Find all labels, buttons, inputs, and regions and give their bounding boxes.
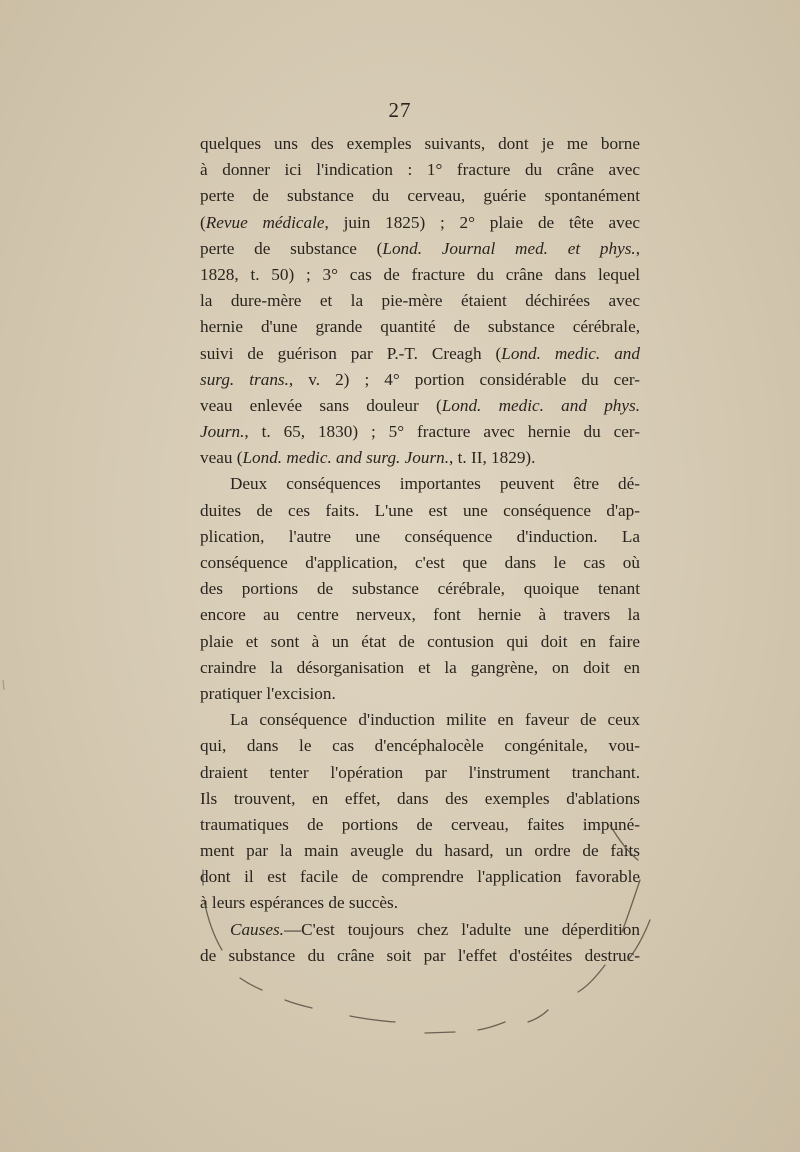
italic-text: Lond. Journal med. et phys. (382, 238, 636, 258)
text-span: , (635, 238, 640, 258)
text-line: duites de ces faits. L'une est une conséquence d'ap- (200, 500, 640, 520)
text-line: des portions de substance cérébrale, quoique tenant (200, 579, 640, 599)
text-line: à donner ici l'indication : 1° fracture du crâne avec (200, 160, 640, 180)
text-span: perte de substance ( (200, 238, 383, 258)
italic-text: Causes. (230, 919, 284, 939)
text-line: Deux conséquences importantes peuvent être dé- (230, 474, 640, 494)
text-line: draient tenter l'opération par l'instrument tranchant. (200, 762, 640, 782)
text-span: , v. 2) ; 4° portion considérable du cer- (288, 369, 640, 389)
text-line: à leurs espérances de succès. (200, 893, 399, 913)
text-span: —C'est toujours chez l'adulte une déperdition (283, 919, 640, 939)
italic-text: Lond. medic. and phys. (441, 395, 640, 415)
text-line: la dure-mère et la pie-mère étaient déchirées avec (200, 291, 640, 311)
text-span: ( (200, 212, 206, 232)
text-line: perte de substance du cerveau, guérie spontanément (200, 186, 640, 206)
text-line: qui, dans le cas d'encéphalocèle congénitale, vou- (200, 736, 640, 756)
text-span: , juin 1825) ; 2° plaie de tête avec (324, 212, 640, 232)
text-line: craindre la désorganisation et la gangrène, on doit en (200, 657, 640, 677)
text-line: pratiquer l'excision. (200, 683, 336, 703)
text-span: , t. II, 1829). (449, 448, 536, 468)
text-line: hernie d'une grande quantité de substance cérébrale, (200, 317, 640, 337)
italic-text: Lond. medic. and surg. Journ. (242, 448, 450, 468)
text-span: veau ( (200, 448, 243, 468)
italic-text: surg. trans. (200, 369, 289, 389)
text-line: de substance du crâne soit par l'effet d'ostéites destruc- (200, 945, 640, 965)
text-span: , t. 65, 1830) ; 5° fracture avec hernie du cer- (244, 422, 640, 442)
text-line: 1828, t. 50) ; 3° cas de fracture du crâne dans lequel (200, 264, 640, 284)
text-span: veau enlevée sans douleur ( (200, 395, 442, 415)
text-line: dont il est facile de comprendre l'application favorable (200, 867, 640, 887)
text-line: La conséquence d'induction milite en faveur de ceux (230, 710, 640, 730)
text-span: suivi de guérison par P.-T. Creagh ( (200, 343, 502, 363)
text-line: traumatiques de portions de cerveau, faites impuné- (200, 814, 640, 834)
text-line: plaie et sont à un état de contusion qui doit en faire (200, 631, 640, 651)
italic-text: Revue médicale (205, 212, 325, 232)
text-line: Ils trouvent, en effet, dans des exemples d'ablations (200, 788, 640, 808)
text-line: conséquence d'application, c'est que dans le cas où (200, 553, 640, 572)
text-line: quelques uns des exemples suivants, dont je me borne (200, 134, 640, 153)
text-line: ment par la main aveugle du hasard, un ordre de faits (200, 841, 640, 861)
page-number: 27 (388, 98, 412, 122)
italic-text: Lond. medic. and (501, 343, 640, 363)
italic-text: Journ. (200, 422, 245, 442)
text-line: plication, l'autre une conséquence d'induction. La (200, 526, 640, 546)
text-line: encore au centre nerveux, font hernie à travers la (200, 605, 640, 625)
